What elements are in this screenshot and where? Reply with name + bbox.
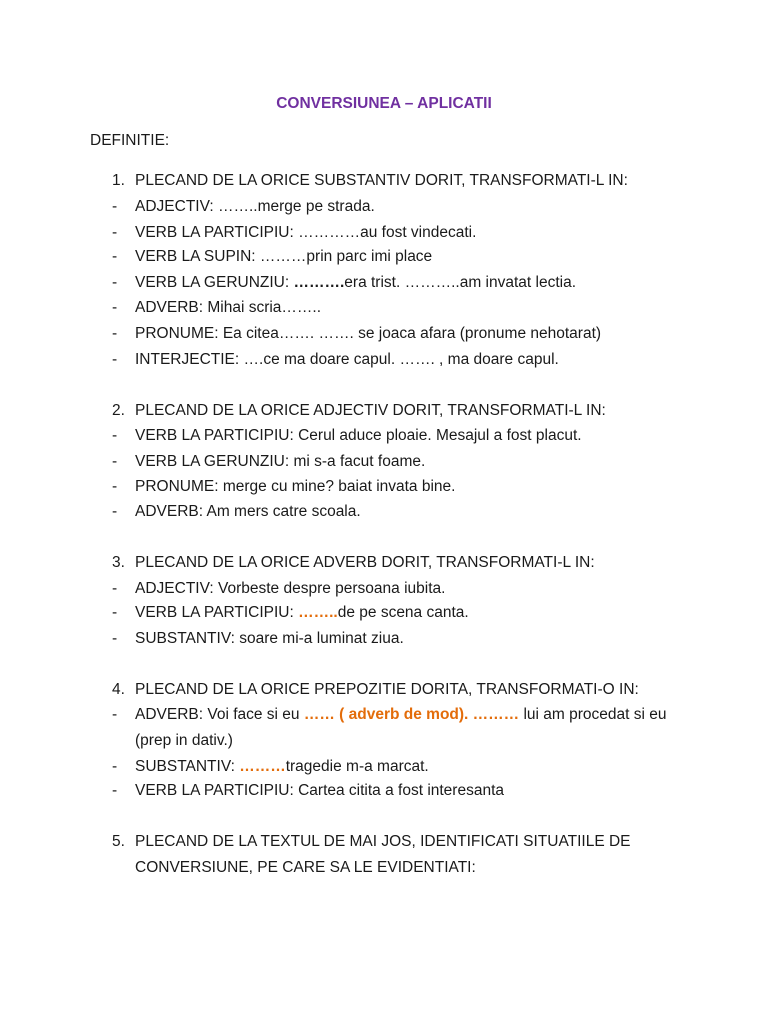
list-number: 5. [112,833,125,850]
definition-label: DEFINITIE: [90,132,170,149]
document-title: CONVERSIUNEA – APLICATII [276,95,492,112]
document-page: CONVERSIUNEA – APLICATII DEFINITIE: 1. PLECAND DE LA ORICE SUBSTANTIV DORIT, TRANSFORMATI-L IN: - ADJECTIV: ……..merge pe strada. - VERB LA PARTICIPIU: …………au fost vindecati. - VERB LA SUPIN: ………prin parc imi place - VERB LA GERUNZIU: ……….era trist. ………..am invatat lectia. - ADVERB: Mihai scria…….. - PRONUME: Ea citea……. ……. se joaca afara (pronume nehotarat) - INTERJECTIE: ….ce ma doare capul. ……. , ma doare capul. 2. PLECAND DE LA ORICE ADJECTIV DORIT, TRANSFORMATI-L IN: - VERB LA PARTICIPIU: Cerul aduce ploaie. Mesajul a fost placut. - VERB LA GERUNZIU: mi s-a facut foame. - PRONUME: merge cu mine? baiat invata bine. - ADVERB: Am mers catre scoala. 3. PLECAND DE LA ORICE ADVERB DORIT, TRANSFORMATI-L IN: - ADJECTIV: Vorbeste despre persoana iubita. - VERB LA PARTICIPIU: ……..de pe scena canta. - SUBSTANTIV: soare mi-a luminat ziua. 4. PLECAND DE LA ORICE PREPOZITIE DORITA, TRANSFORMATI-O IN: - ADVERB: Voi face si eu …… ( adverb de mod). ……… lui am procedat si eu (prep in dativ.) - SUBSTANTIV: ………tragedie m-a marcat. - VERB LA PARTICIPIU: Cartea citita a fost interesanta 5. PLECAND DE LA TEXTUL DE MAI JOS, IDENTIFICATI SITUATIILE DE CONVERSIUNE, PE CARE SA LE EVIDENTIATI: [0,0,768,1024]
list-number: 2. [112,402,125,419]
list-number: 3. [112,554,125,571]
list-number: 4. [112,681,125,698]
list-number: 1. [112,172,125,189]
